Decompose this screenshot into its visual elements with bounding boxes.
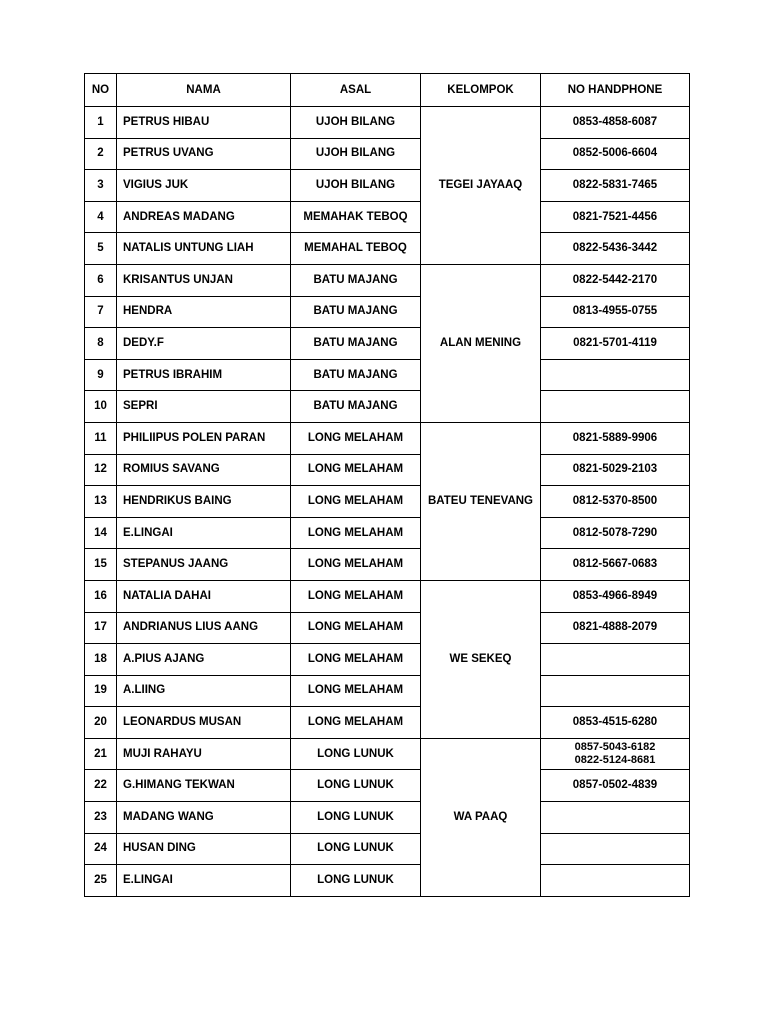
row-no: 2 [85,138,117,170]
row-no: 4 [85,201,117,233]
header-handphone: NO HANDPHONE [541,74,690,107]
row-asal: LONG LUNUK [291,738,421,770]
row-no: 21 [85,738,117,770]
table-row [85,391,690,423]
row-handphone [541,201,690,233]
row-handphone [541,328,690,360]
row-handphone [541,833,690,865]
table-row [85,422,690,454]
phone-number: 0812-5667-0683 [572,558,658,571]
row-kelompok: WA PAAQ [421,738,541,896]
row-no: 20 [85,707,117,739]
row-kelompok: TEGEI JAYAAQ [421,107,541,265]
row-no: 13 [85,486,117,518]
row-nama: HENDRIKUS BAING [117,486,291,518]
row-nama: A.PIUS AJANG [117,644,291,676]
row-handphone [541,517,690,549]
phone-number: 0822-5436-3442 [572,242,658,255]
row-asal: LONG LUNUK [291,802,421,834]
table-row [85,580,690,612]
row-no: 15 [85,549,117,581]
table-row [85,170,690,202]
row-asal: LONG MELAHAM [291,644,421,676]
row-handphone [541,612,690,644]
row-nama: KRISANTUS UNJAN [117,264,291,296]
row-nama: A.LIING [117,675,291,707]
member-table [84,73,690,897]
row-asal: LONG LUNUK [291,770,421,802]
row-no: 17 [85,612,117,644]
phone-number: 0821-7521-4456 [572,210,658,223]
phone-number: 0821-5889-9906 [572,431,658,444]
row-nama: LEONARDUS MUSAN [117,707,291,739]
row-asal: LONG MELAHAM [291,454,421,486]
phone-number: 0822-5442-2170 [572,273,658,286]
row-handphone [541,359,690,391]
row-nama: ROMIUS SAVANG [117,454,291,486]
row-kelompok: WE SEKEQ [421,580,541,738]
row-asal: UJOH BILANG [291,170,421,202]
row-asal: LONG MELAHAM [291,517,421,549]
phone-number: 0853-4858-6087 [572,115,658,128]
row-handphone [541,486,690,518]
table-row [85,517,690,549]
header-row [85,74,690,107]
row-nama: DEDY.F [117,328,291,360]
row-nama: G.HIMANG TEKWAN [117,770,291,802]
table-header [85,74,690,107]
row-nama: PETRUS IBRAHIM [117,359,291,391]
phone-number: 0813-4955-0755 [572,305,658,318]
row-no: 11 [85,422,117,454]
row-asal: BATU MAJANG [291,328,421,360]
row-nama: SEPRI [117,391,291,423]
phone-number: 0812-5370-8500 [572,494,658,507]
table-row [85,454,690,486]
table-row [85,770,690,802]
row-no: 9 [85,359,117,391]
header-asal: ASAL [291,74,421,107]
row-no: 23 [85,802,117,834]
row-handphone [541,549,690,581]
table-row [85,833,690,865]
table-row [85,802,690,834]
row-asal: UJOH BILANG [291,138,421,170]
row-asal: MEMAHAK TEBOQ [291,201,421,233]
row-nama: VIGIUS JUK [117,170,291,202]
row-handphone [541,707,690,739]
row-handphone [541,738,690,770]
row-handphone [541,422,690,454]
phone-number: 0853-4966-8949 [572,589,658,602]
row-nama: PETRUS HIBAU [117,107,291,139]
table-row [85,865,690,897]
row-nama: ANDREAS MADANG [117,201,291,233]
row-asal: LONG LUNUK [291,865,421,897]
row-handphone [541,865,690,897]
row-asal: BATU MAJANG [291,264,421,296]
table-row [85,612,690,644]
row-nama: MUJI RAHAYU [117,738,291,770]
table-row [85,644,690,676]
row-asal: LONG MELAHAM [291,549,421,581]
row-nama: NATALIS UNTUNG LIAH [117,233,291,265]
table-row [85,738,690,770]
row-no: 1 [85,107,117,139]
row-no: 14 [85,517,117,549]
row-asal: MEMAHAL TEBOQ [291,233,421,265]
row-asal: LONG MELAHAM [291,580,421,612]
row-asal: LONG MELAHAM [291,486,421,518]
row-asal: BATU MAJANG [291,296,421,328]
row-no: 6 [85,264,117,296]
header-kelompok: KELOMPOK [421,74,541,107]
row-asal: LONG MELAHAM [291,707,421,739]
phone-number: 0821-5029-2103 [572,463,658,476]
row-handphone [541,802,690,834]
row-no: 25 [85,865,117,897]
table-row [85,707,690,739]
table-row [85,201,690,233]
table-row [85,549,690,581]
row-asal: UJOH BILANG [291,107,421,139]
row-no: 5 [85,233,117,265]
phone-number: 0857-5043-6182 [574,741,656,754]
row-handphone [541,391,690,423]
row-handphone [541,107,690,139]
row-no: 8 [85,328,117,360]
row-handphone [541,138,690,170]
table-row [85,359,690,391]
row-asal: LONG MELAHAM [291,675,421,707]
row-no: 22 [85,770,117,802]
row-handphone [541,770,690,802]
row-no: 18 [85,644,117,676]
table-row [85,328,690,360]
row-handphone [541,296,690,328]
row-no: 7 [85,296,117,328]
row-handphone [541,454,690,486]
phone-number: 0822-5831-7465 [572,178,658,191]
phone-number: 0853-4515-6280 [572,716,658,729]
row-asal: LONG LUNUK [291,833,421,865]
table-row [85,107,690,139]
row-handphone [541,233,690,265]
row-handphone [541,644,690,676]
row-asal: LONG MELAHAM [291,612,421,644]
row-nama: NATALIA DAHAI [117,580,291,612]
row-handphone [541,264,690,296]
table-row [85,233,690,265]
table-row [85,486,690,518]
table-row [85,264,690,296]
row-nama: MADANG WANG [117,802,291,834]
row-nama: E.LINGAI [117,865,291,897]
phone-number: 0852-5006-6604 [572,147,658,160]
table-row [85,675,690,707]
row-nama: PETRUS UVANG [117,138,291,170]
row-nama: E.LINGAI [117,517,291,549]
header-nama: NAMA [117,74,291,107]
phone-number: 0822-5124-8681 [574,754,656,767]
row-no: 19 [85,675,117,707]
row-nama: ANDRIANUS LIUS AANG [117,612,291,644]
row-asal: BATU MAJANG [291,359,421,391]
row-nama: STEPANUS JAANG [117,549,291,581]
row-kelompok: BATEU TENEVANG [421,422,541,580]
row-no: 3 [85,170,117,202]
phone-number: 0812-5078-7290 [572,526,658,539]
table-row [85,296,690,328]
row-no: 12 [85,454,117,486]
row-no: 16 [85,580,117,612]
row-asal: BATU MAJANG [291,391,421,423]
header-no: NO [85,74,117,107]
row-nama: HENDRA [117,296,291,328]
row-kelompok: ALAN MENING [421,264,541,422]
table-body [85,107,690,897]
table-row [85,138,690,170]
phone-number: 0821-5701-4119 [573,336,657,349]
row-no: 24 [85,833,117,865]
row-no: 10 [85,391,117,423]
row-handphone [541,580,690,612]
phone-number: 0821-4888-2079 [572,621,658,634]
row-handphone [541,170,690,202]
phone-number: 0857-0502-4839 [572,779,658,792]
row-handphone [541,675,690,707]
row-asal: LONG MELAHAM [291,422,421,454]
row-nama: PHILIIPUS POLEN PARAN [117,422,291,454]
row-nama: HUSAN DING [117,833,291,865]
